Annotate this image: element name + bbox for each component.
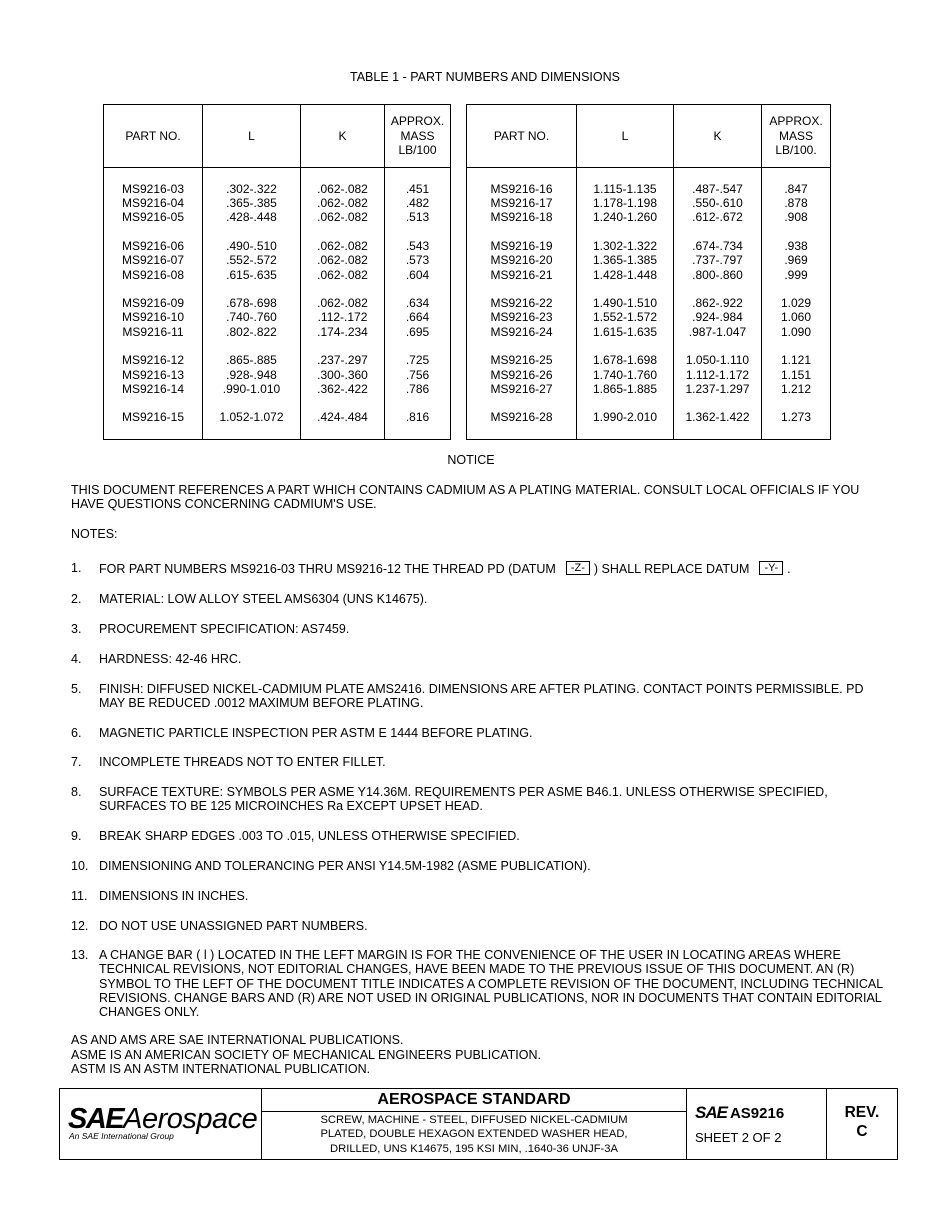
table-cell: MS9216-08	[121, 267, 185, 282]
table-cell: .756	[405, 367, 430, 382]
table-cell: MS9216-19	[490, 239, 553, 254]
note-text: HARDNESS: 42-46 HRC.	[99, 652, 242, 666]
note-number: 6.	[71, 726, 82, 740]
table-cell: .573	[405, 253, 430, 268]
table-cell: 1.428-1.448	[592, 267, 658, 282]
column-header-l: L	[577, 105, 674, 168]
table-cell: 1.273	[780, 410, 812, 425]
column-header-part-no: PART NO.	[467, 105, 577, 168]
column-header-mass: APPROX. MASS LB/100.	[762, 105, 831, 168]
note-number: 10.	[71, 859, 89, 873]
table-cell: .938	[784, 239, 808, 254]
table-cell: 1.990-2.010	[592, 410, 658, 425]
table-cell: .062-.082	[317, 253, 368, 268]
note-number: 2.	[71, 592, 82, 606]
table-cell: .990-1.010	[222, 381, 281, 396]
sae-logo-small: SAE	[695, 1103, 727, 1122]
table-cell: 1.362-1.422	[685, 410, 750, 425]
note-number: 1.	[71, 561, 82, 575]
table-cell: .862-.922	[692, 296, 743, 311]
column-mass	[385, 168, 451, 440]
table-cell: MS9216-06	[121, 239, 185, 254]
standard-title-cell	[262, 1089, 687, 1159]
table-cell: 1.151	[780, 367, 812, 382]
revision-label: REV.	[844, 1104, 880, 1121]
column-k	[301, 168, 385, 440]
note-text: MAGNETIC PARTICLE INSPECTION PER ASTM E 1444 BEFORE PLATING.	[99, 726, 533, 740]
table-cell: 1.740-1.760	[592, 367, 658, 382]
table-cell: .612-.672	[692, 210, 743, 225]
column-header-mass: APPROX. MASS LB/100	[385, 105, 451, 168]
title-block	[59, 1088, 898, 1160]
table-cell: 1.365-1.385	[592, 253, 658, 268]
table-cell: .725	[405, 353, 430, 368]
table-cell: 1.240-1.260	[592, 210, 658, 225]
table-cell: 1.052-1.072	[219, 410, 284, 425]
note-text: DIMENSIONING AND TOLERANCING PER ANSI Y14.5M-1982 (ASME PUBLICATION).	[99, 859, 591, 873]
publication-line: AS AND AMS ARE SAE INTERNATIONAL PUBLICATIONS.	[71, 1033, 404, 1047]
table-cell: .634	[405, 296, 430, 311]
table-cell: MS9216-14	[121, 381, 185, 396]
table-cell: 1.865-1.885	[592, 381, 658, 396]
table-cell: .062-.082	[317, 296, 368, 311]
table-cell: MS9216-27	[490, 381, 553, 396]
table-cell: .999	[784, 267, 808, 282]
note-text: MATERIAL: LOW ALLOY STEEL AMS6304 (UNS K14675).	[99, 592, 428, 606]
table-cell: .428-.448	[226, 210, 277, 225]
note-number: 11.	[71, 889, 88, 903]
note-text: A CHANGE BAR ( l ) LOCATED IN THE LEFT MARGIN IS FOR THE CONVENIENCE OF THE USER IN LOCATING AREAS WHERE TECHNICAL REVISIONS, NOT EDITORIAL CHANGES, HAVE BEEN MADE TO THE PREVIOUS ISSUE OF THIS DOCUMENT. AN (R) SYMBOL TO THE LEFT OF THE DOCUMENT TITLE INDICATES A COMPLETE REVISION OF THE DOCUMENT, INCLUDING TECHNICAL REVISIONS. CHANGE BARS AND (R) ARE NOT USED IN ORIGINAL PUBLICATIONS, NOR IN DOCUMENTS THAT CONTAIN EDITORIAL CHANGES ONLY.	[99, 948, 883, 1020]
table-cell: .365-.385	[226, 196, 277, 211]
table-cell: 1.112-1.172	[685, 367, 750, 382]
table-cell: .237-.297	[317, 353, 368, 368]
standard-description	[262, 1113, 686, 1156]
table-cell: .740-.760	[226, 310, 277, 325]
table-cell: MS9216-21	[490, 267, 553, 282]
note-10	[71, 859, 886, 873]
datum-z-frame: -Z-	[566, 561, 590, 575]
column-k	[674, 168, 762, 440]
table-cell: 1.050-1.110	[685, 353, 750, 368]
table-cell: 1.212	[780, 381, 812, 396]
table-cell: .062-.082	[317, 239, 368, 254]
note-5	[71, 682, 886, 711]
note-12	[71, 919, 886, 933]
table-cell: 1.552-1.572	[592, 310, 658, 325]
note-text: DO NOT USE UNASSIGNED PART NUMBERS.	[99, 919, 368, 933]
note-1-text-c: .	[787, 562, 791, 576]
table-cell: .695	[405, 324, 430, 339]
table-cell: MS9216-05	[121, 210, 185, 225]
description-line: PLATED, DOUBLE HEXAGON EXTENDED WASHER HEAD,	[320, 1128, 628, 1141]
table-cell: .786	[405, 381, 430, 396]
table-cell: .543	[405, 239, 430, 254]
table-cell: .550-.610	[692, 196, 743, 211]
note-number: 7.	[71, 755, 82, 769]
notice-text: THIS DOCUMENT REFERENCES A PART WHICH CONTAINS CADMIUM AS A PLATING MATERIAL. CONSULT LOCAL OFFICIALS IF YOU HAVE QUESTIONS CONCERNING CADMIUM'S USE.	[71, 483, 860, 512]
table-cell: MS9216-16	[490, 182, 553, 196]
table-cell: .987-1.047	[688, 324, 747, 339]
note-1-text-b: ) SHALL REPLACE DATUM	[593, 562, 750, 576]
note-8	[71, 785, 886, 814]
table-cell: 1.302-1.322	[592, 239, 658, 254]
column-part-no	[104, 168, 203, 440]
note-text: SURFACE TEXTURE: SYMBOLS PER ASME Y14.36M. REQUIREMENTS PER ASME B46.1. UNLESS OTHERWISE SPECIFIED, SURFACES TO BE 125 MICROINCHES Ra EXCEPT UPSET HEAD.	[99, 785, 828, 814]
note-number: 4.	[71, 652, 82, 666]
table-cell: 1.678-1.698	[592, 353, 658, 368]
note-13	[71, 948, 886, 1019]
note-4	[71, 652, 886, 666]
note-3	[71, 622, 886, 636]
table-cell: .062-.082	[317, 210, 368, 225]
note-6	[71, 726, 886, 740]
column-part-no	[467, 168, 577, 440]
table-cell: MS9216-28	[490, 410, 553, 425]
note-text: FINISH: DIFFUSED NICKEL-CADMIUM PLATE AMS2416. DIMENSIONS ARE AFTER PLATING. CONTACT POINTS PERMISSIBLE. PD MAY BE REDUCED .0012 MAXIMUM BEFORE PLATING.	[99, 682, 864, 711]
table-cell: MS9216-20	[490, 253, 553, 268]
table-cell: 1.490-1.510	[592, 296, 658, 311]
table-cell: 1.090	[780, 324, 812, 339]
document-number: AS9216	[729, 1105, 785, 1122]
table-cell: MS9216-07	[121, 253, 185, 268]
table-cell: .908	[784, 210, 808, 225]
table-cell: .847	[784, 182, 808, 196]
note-text: DIMENSIONS IN INCHES.	[99, 889, 249, 903]
note-text: BREAK SHARP EDGES .003 TO .015, UNLESS OTHERWISE SPECIFIED.	[99, 829, 520, 843]
table-cell: 1.060	[780, 310, 812, 325]
table-cell: .615-.635	[226, 267, 277, 282]
table-cell: 1.029	[780, 296, 812, 311]
table-cell: MS9216-24	[490, 324, 553, 339]
column-header-k: K	[301, 105, 385, 168]
table-cell: .302-.322	[226, 182, 277, 196]
table-cell: 1.615-1.635	[592, 324, 658, 339]
table-cell: 1.178-1.198	[592, 196, 658, 211]
table-cell: 1.115-1.135	[593, 182, 657, 196]
table-cell: .664	[405, 310, 430, 325]
column-header-l: L	[203, 105, 301, 168]
table-cell: .865-.885	[226, 353, 277, 368]
table-cell: MS9216-03	[121, 182, 185, 196]
table-cell: .362-.422	[317, 381, 368, 396]
note-number: 8.	[71, 785, 82, 799]
note-number: 13.	[71, 948, 89, 962]
table-cell: .552-.572	[226, 253, 277, 268]
note-9	[71, 829, 886, 843]
table-cell: MS9216-17	[490, 196, 553, 211]
table-cell: MS9216-09	[121, 296, 185, 311]
table-cell: .112-.172	[317, 310, 368, 325]
note-2	[71, 592, 886, 606]
logo-aerospace-text: Aerospace	[123, 1103, 258, 1135]
table-cell: .424-.484	[317, 410, 368, 425]
column-mass	[762, 168, 831, 440]
table-cell: 1.237-1.297	[685, 381, 750, 396]
description-line: SCREW, MACHINE - STEEL, DIFFUSED NICKEL-CADMIUM	[320, 1114, 628, 1126]
table-cell: .062-.082	[317, 182, 368, 196]
table-cell: .678-.698	[226, 296, 277, 311]
table-cell: MS9216-12	[121, 353, 185, 368]
note-1-text-a: FOR PART NUMBERS MS9216-03 THRU MS9216-12 THE THREAD PD (DATUM	[99, 562, 556, 576]
table-cell: .062-.082	[317, 196, 368, 211]
table-cell: MS9216-18	[490, 210, 553, 225]
table-cell: MS9216-10	[121, 310, 185, 325]
standard-heading: AEROSPACE STANDARD	[262, 1089, 686, 1112]
column-header-part-no: PART NO.	[104, 105, 203, 168]
table-cell: MS9216-13	[121, 367, 185, 382]
document-number-cell	[687, 1089, 827, 1159]
table-cell: .487-.547	[692, 182, 743, 196]
revision-value: C	[856, 1123, 868, 1140]
table-cell: .174-.234	[317, 324, 368, 339]
table-cell: MS9216-15	[121, 410, 185, 425]
table-cell: .482	[405, 196, 430, 211]
table-cell: .300-.360	[317, 367, 368, 382]
notes-heading: NOTES:	[71, 527, 118, 541]
table-cell: .674-.734	[692, 239, 743, 254]
table-cell: .924-.984	[692, 310, 743, 325]
table-cell: .490-.510	[226, 239, 277, 254]
table-cell: .928-.948	[226, 367, 277, 382]
table-cell: MS9216-04	[121, 196, 185, 211]
column-l	[203, 168, 301, 440]
note-1	[71, 561, 886, 576]
revision-cell	[827, 1089, 897, 1159]
table-cell: .513	[405, 210, 430, 225]
publication-line: ASTM IS AN ASTM INTERNATIONAL PUBLICATION.	[71, 1062, 371, 1077]
table-cell: 1.121	[780, 353, 812, 368]
table-cell: MS9216-25	[490, 353, 553, 368]
table-cell: MS9216-11	[122, 324, 184, 339]
table-cell: .816	[405, 410, 430, 425]
datum-y-frame: -Y-	[759, 561, 783, 575]
note-number: 5.	[71, 682, 82, 696]
table-cell: .062-.082	[317, 267, 368, 282]
note-7	[71, 755, 886, 769]
notice-heading: NOTICE	[447, 453, 495, 467]
note-number: 12.	[71, 919, 89, 933]
part-table-right	[466, 104, 831, 440]
table-cell: MS9216-22	[490, 296, 553, 311]
sheet-number: SHEET 2 OF 2	[695, 1130, 782, 1145]
part-table-left	[103, 104, 451, 440]
table-cell: MS9216-26	[490, 367, 553, 382]
table-cell: .604	[405, 267, 430, 282]
logo-subtitle: An SAE International Group	[69, 1131, 174, 1141]
logo-sae-text: SAE	[68, 1103, 124, 1135]
publication-notes	[71, 1033, 541, 1077]
table-cell: .969	[784, 253, 808, 268]
note-number: 9.	[71, 829, 82, 843]
table-cell: .451	[405, 182, 430, 196]
column-l	[577, 168, 674, 440]
table-cell: .737-.797	[692, 253, 743, 268]
note-number: 3.	[71, 622, 82, 636]
publication-line: ASME IS AN AMERICAN SOCIETY OF MECHANICAL ENGINEERS PUBLICATION.	[71, 1047, 542, 1062]
table-cell: .802-.822	[226, 324, 277, 339]
table-cell: .800-.860	[692, 267, 743, 282]
table-title: TABLE 1 - PART NUMBERS AND DIMENSIONS	[350, 70, 620, 84]
column-header-k: K	[674, 105, 762, 168]
note-text: INCOMPLETE THREADS NOT TO ENTER FILLET.	[99, 755, 386, 769]
sae-aerospace-logo	[60, 1089, 262, 1159]
note-11	[71, 889, 886, 903]
note-text: PROCUREMENT SPECIFICATION: AS7459.	[99, 622, 350, 636]
table-cell: .878	[784, 196, 808, 211]
table-cell: MS9216-23	[490, 310, 553, 325]
description-line: DRILLED, UNS K14675, 195 KSI MIN, .1640-36 UNJF-3A	[330, 1142, 618, 1155]
